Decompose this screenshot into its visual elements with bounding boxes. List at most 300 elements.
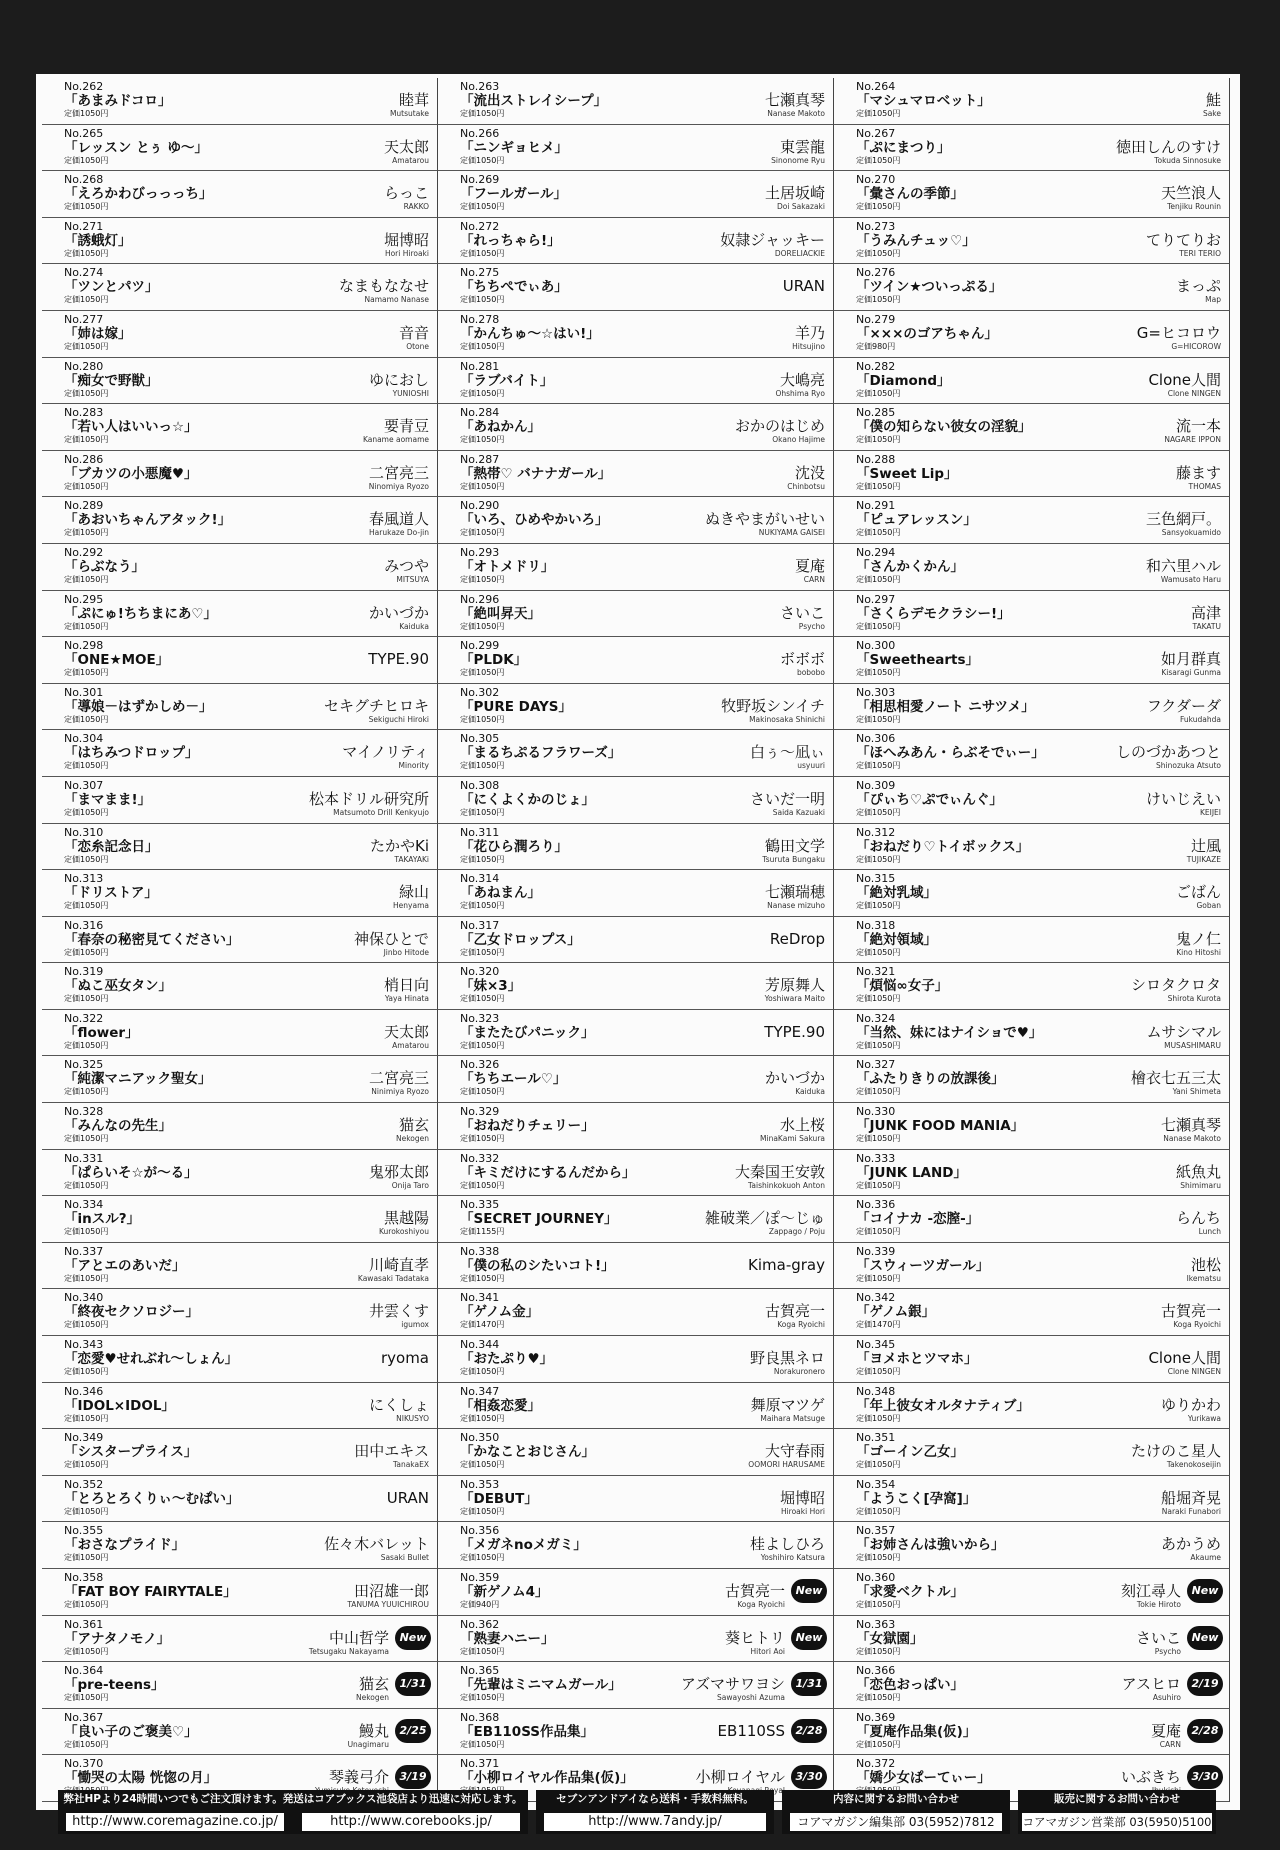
book-number: No.304 (64, 732, 104, 746)
corebooks-link[interactable]: http://www.corebooks.jp/ (302, 1813, 520, 1831)
book-author: 古賀亮一 (764, 1302, 825, 1321)
book-title: 「PURE DAYS」 (460, 698, 573, 715)
book-author-romaji: Clone NINGEN (1167, 388, 1221, 398)
book-price: 定価1050円 (460, 854, 505, 864)
book-author-romaji: Koga Ryoichi (777, 1320, 825, 1330)
book-author: 和六里ハル (1145, 556, 1221, 575)
book-title: 「うみんチュッ♡」 (856, 232, 976, 249)
book-title: 「ふたりきりの放課後」 (856, 1071, 1005, 1088)
book-number: No.360 (856, 1571, 896, 1584)
book-price: 定価1050円 (64, 248, 109, 258)
book-author-romaji: Nanase Makoto (767, 109, 825, 118)
book-number: No.310 (64, 825, 104, 839)
book-number: No.262 (64, 80, 104, 93)
book-price: 定価1050円 (460, 1739, 505, 1749)
book-entry (834, 1709, 1230, 1756)
book-title: 「ようこく[孕窩]」 (856, 1490, 977, 1507)
book-author: 鮭 (1205, 91, 1221, 109)
book-price: 定価1050円 (64, 574, 109, 584)
book-number: No.291 (856, 499, 896, 513)
book-number: No.288 (856, 452, 896, 466)
book-title: 「当然、妹にはナイショで♥」 (856, 1024, 1043, 1041)
book-number: No.340 (64, 1291, 104, 1305)
book-entry (834, 777, 1230, 824)
book-price: 定価1050円 (460, 528, 505, 538)
book-author: 神保ひとで (353, 929, 429, 948)
book-title: 「おさなプライド」 (64, 1537, 186, 1554)
book-entry (438, 1243, 834, 1290)
book-author-romaji: Jinbo Hitode (383, 947, 429, 957)
book-title: 「PLDK」 (460, 652, 528, 669)
book-price: 定価1050円 (64, 994, 109, 1004)
book-entry (42, 870, 438, 917)
book-number: No.355 (64, 1524, 104, 1538)
book-entry (834, 218, 1230, 265)
book-author-romaji: bobobo (796, 668, 825, 678)
release-date-badge: 1/31 (791, 1672, 827, 1696)
book-title: 「あまみドコロ」 (64, 93, 172, 109)
book-entry (42, 218, 438, 265)
book-price: 定価1050円 (856, 854, 901, 864)
book-price: 定価1050円 (856, 1460, 901, 1470)
book-author-romaji: Asuhiro (1152, 1693, 1181, 1703)
book-entry (438, 1056, 834, 1103)
book-author: 夏庵 (1150, 1721, 1181, 1740)
book-number: No.279 (856, 312, 896, 326)
book-author: 大守春雨 (764, 1442, 825, 1461)
book-entry (438, 777, 834, 824)
book-author: 土居坂崎 (764, 184, 825, 203)
book-entry (834, 1103, 1230, 1150)
book-author-romaji: Nanase Makoto (1163, 1134, 1221, 1144)
book-entry (834, 870, 1230, 917)
book-number: No.358 (64, 1571, 104, 1584)
book-price: 定価1050円 (64, 1087, 109, 1097)
book-author: さいだ一明 (749, 789, 825, 808)
book-price: 定価1050円 (64, 1553, 109, 1563)
book-entry (438, 1150, 834, 1197)
book-author-romaji: Yaya Hinata (384, 994, 429, 1004)
book-entry (438, 125, 834, 172)
book-title: 「Sweethearts」 (856, 652, 979, 669)
new-badge: New (395, 1626, 431, 1650)
book-author: TYPE.90 (764, 1022, 825, 1041)
book-author-romaji: TAKATU (1192, 621, 1221, 631)
book-price: 定価1470円 (460, 1320, 505, 1330)
book-author: 紙魚丸 (1175, 1162, 1221, 1181)
book-number: No.348 (856, 1384, 896, 1398)
book-price: 定価1050円 (856, 295, 901, 305)
book-entry (438, 1103, 834, 1150)
book-author: 葵ヒトリ (724, 1628, 785, 1647)
book-entry (42, 1662, 438, 1709)
book-title: 「恋糸記念日」 (64, 838, 159, 855)
book-author-romaji: OOMORI HARUSAME (748, 1460, 825, 1470)
book-number: No.281 (460, 359, 500, 373)
book-author-romaji: Clone NINGEN (1167, 1367, 1221, 1377)
book-price: 定価1050円 (460, 1646, 505, 1656)
book-price: 定価1050円 (856, 1273, 901, 1283)
book-entry (42, 125, 438, 172)
book-title: 「とろとろくりぃ～むぱい」 (64, 1490, 240, 1507)
book-entry (834, 917, 1230, 964)
book-author: ryoma (380, 1349, 429, 1368)
book-author-romaji: Tetsugaku Nakayama (308, 1646, 389, 1656)
book-author-romaji: Saida Kazuaki (772, 807, 825, 817)
book-title: 「ツイン★ついっぷる」 (856, 279, 1003, 296)
book-author-romaji: Map (1205, 295, 1221, 305)
book-entry (438, 1429, 834, 1476)
book-number: No.305 (460, 732, 500, 746)
book-price: 定価1050円 (64, 202, 109, 212)
book-author-romaji: Tokie Hiroto (1136, 1600, 1181, 1609)
book-number: No.326 (460, 1058, 500, 1072)
order-info-box (58, 1790, 528, 1834)
book-author: かいづか (764, 1069, 825, 1088)
book-author-romaji: Fukudahda (1180, 714, 1221, 724)
editorial-contact-box (782, 1790, 1010, 1834)
book-author-romaji: MITSUYA (396, 574, 429, 584)
book-author: 芳原舞人 (764, 976, 825, 995)
book-author: 堀博昭 (383, 230, 429, 249)
book-number: No.338 (460, 1244, 500, 1258)
book-number: No.267 (856, 126, 896, 140)
book-number: No.283 (64, 406, 104, 420)
book-author-romaji: MinaKami Sakura (760, 1134, 825, 1144)
book-author-romaji: Yani Shimeta (1172, 1087, 1221, 1097)
book-author: 白ぅ～凪ぃ (749, 743, 825, 762)
book-author: 古賀亮一 (1160, 1302, 1221, 1321)
catalog-page (36, 74, 1240, 1810)
book-entry (834, 730, 1230, 777)
book-author-romaji: Lunch (1198, 1227, 1221, 1237)
book-entry (42, 684, 438, 731)
book-title: 「ラブバイト」 (460, 372, 554, 389)
book-number: No.308 (460, 778, 500, 792)
book-author: ぬきやまがいせい (704, 510, 825, 529)
book-number: No.313 (64, 872, 104, 886)
book-title: 「JUNK LAND」 (856, 1164, 967, 1181)
book-price: 定価1050円 (856, 1506, 901, 1516)
book-author-romaji: Okano Hajime (772, 435, 825, 445)
book-author: ゆにおし (368, 370, 429, 389)
book-title: 「相思相愛ノート ニサツメ」 (856, 698, 1035, 715)
book-author: 猫玄 (398, 1116, 429, 1135)
book-author-romaji: NUKIYAMA GAISEI (758, 528, 825, 538)
book-entry (834, 264, 1230, 311)
book-author-romaji: Kisaragi Gunma (1161, 668, 1221, 678)
book-number: No.339 (856, 1244, 896, 1258)
book-title: 「彙さんの季節」 (856, 186, 964, 203)
new-badge: New (1187, 1579, 1223, 1603)
book-entry (42, 1056, 438, 1103)
book-author-romaji: Nanase mizuho (767, 901, 825, 911)
book-title: 「若い人はいいっ☆」 (64, 419, 198, 436)
book-author-romaji: Onija Taro (391, 1180, 429, 1190)
book-price: 定価1050円 (64, 668, 109, 678)
book-entry (42, 358, 438, 405)
book-author: 天太郎 (383, 1022, 429, 1041)
book-author-romaji: Ikematsu (1186, 1273, 1221, 1283)
book-author-romaji: CARN (1159, 1739, 1181, 1749)
book-price: 定価1050円 (64, 155, 109, 165)
book-entry (42, 1616, 438, 1663)
book-number: No.369 (856, 1710, 896, 1724)
book-author-romaji: Henyama (393, 901, 429, 911)
book-title: 「純潔マニアック聖女」 (64, 1071, 212, 1088)
book-number: No.274 (64, 266, 104, 280)
book-entry (438, 870, 834, 917)
book-author: 古賀亮一 (724, 1582, 785, 1600)
book-number: No.294 (856, 545, 896, 559)
book-title: 「春奈の秘密見てください」 (64, 931, 240, 948)
book-number: No.331 (64, 1151, 104, 1165)
book-author-romaji: Hori Hiroaki (384, 248, 429, 258)
book-entry (438, 1616, 834, 1663)
book-title: 「小柳ロイヤル作品集(仮)」 (460, 1770, 634, 1787)
book-number: No.361 (64, 1617, 104, 1631)
book-entry (438, 218, 834, 265)
book-number: No.328 (64, 1105, 104, 1119)
release-date-badge: 2/19 (1187, 1672, 1223, 1696)
book-title: 「いろ、ひめやかいろ」 (460, 512, 609, 529)
book-price: 定価1050円 (856, 574, 901, 584)
release-date-badge: 3/19 (395, 1765, 431, 1789)
book-entry (438, 1709, 834, 1756)
sales-contact-box (1018, 1790, 1216, 1834)
book-price: 定価1050円 (460, 807, 505, 817)
book-title: 「れっちゃら!」 (460, 232, 561, 249)
book-number: No.319 (64, 965, 104, 979)
book-title: 「妹×3」 (460, 978, 522, 995)
new-badge: New (791, 1626, 827, 1650)
book-number: No.324 (856, 1011, 896, 1025)
book-author-romaji: Kino Hitoshi (1176, 947, 1221, 957)
book-number: No.271 (64, 219, 104, 233)
book-author-romaji: Shimimaru (1180, 1180, 1221, 1190)
book-title: 「ドリストア」 (64, 885, 158, 902)
book-author-romaji: Ninomiya Ryozo (368, 481, 429, 491)
book-entry (834, 78, 1230, 125)
book-price: 定価1050円 (64, 1600, 109, 1609)
sevenandy-link[interactable]: http://www.7andy.jp/ (544, 1813, 766, 1831)
book-entry (438, 637, 834, 684)
book-author: さいこ (779, 603, 825, 622)
book-entry (834, 824, 1230, 871)
book-author: にくしょ (368, 1395, 429, 1414)
book-number: No.263 (460, 80, 500, 93)
book-entry (42, 1476, 438, 1523)
book-number: No.273 (856, 219, 896, 233)
book-title: 「熱帯♡ バナナガール」 (460, 465, 612, 482)
order-info-label: 弊社HPより24時間いつでもご注文頂けます。発送はコアブックス池袋店より迅速に対応します。 (63, 1793, 523, 1805)
book-price: 定価1050円 (64, 1040, 109, 1050)
book-author-romaji: Hitsujino (792, 341, 825, 351)
book-number: No.346 (64, 1384, 104, 1398)
order-footer (58, 1790, 1244, 1834)
book-entry (438, 1476, 834, 1523)
book-price: 定価1050円 (64, 1460, 109, 1470)
book-author: 猫玄 (358, 1675, 389, 1694)
book-author-romaji: Maihara Matsuge (760, 1413, 825, 1423)
book-title: 「ゲノム銀」 (856, 1304, 936, 1321)
book-author-romaji: RAKKO (403, 202, 429, 212)
book-number: No.372 (856, 1757, 896, 1771)
book-entry (834, 1383, 1230, 1430)
book-author: 天竺浪人 (1160, 184, 1221, 203)
book-entry (834, 125, 1230, 172)
book-number: No.364 (64, 1664, 104, 1678)
book-author-romaji: Royal (764, 1786, 785, 1796)
book-author-romaji: NAGARE IPPON (1164, 435, 1221, 445)
book-author-romaji: Amatarou (392, 1040, 429, 1050)
book-entry (438, 1522, 834, 1569)
book-author-romaji: Chinbotsu (787, 481, 825, 491)
book-price: 定価1050円 (856, 807, 901, 817)
book-author: 春風道人 (368, 510, 429, 529)
book-title: 「マシュマロベット」 (856, 93, 991, 109)
book-author-romaji: KEIJEI (1199, 807, 1221, 817)
book-author-romaji: Nekogen (355, 1693, 389, 1703)
book-entry (438, 171, 834, 218)
book-author: 天太郎 (383, 137, 429, 156)
book-number: No.277 (64, 312, 104, 326)
book-title: 「花ひら潤ろり」 (460, 838, 568, 855)
book-author-romaji: Kaname aomame (362, 435, 429, 445)
book-title: 「ゴーイン乙女」 (856, 1444, 964, 1461)
book-price: 定価1050円 (856, 109, 901, 118)
book-title: 「まるちぷるフラワーズ」 (460, 745, 622, 762)
book-entry (834, 451, 1230, 498)
book-number: No.334 (64, 1198, 104, 1212)
book-price: 定価1050円 (64, 388, 109, 398)
book-author-romaji: TAKAYAKi (394, 854, 429, 864)
book-title: 「かなことおじさん」 (460, 1444, 595, 1461)
book-title: 「慟哭の太陽 恍惚の月」 (64, 1770, 218, 1787)
book-title: 「×××のゴアちゃん」 (856, 325, 998, 342)
book-entry (42, 1010, 438, 1057)
book-price: 定価1050円 (460, 1693, 505, 1703)
book-author-romaji: Sasaki Bullet (380, 1553, 429, 1563)
book-price: 定価1050円 (64, 1320, 109, 1330)
book-author: 梢日向 (383, 976, 429, 995)
book-title: 「夏庵作品集(仮)」 (856, 1723, 977, 1740)
book-title: 「ぬこ巫女タン」 (64, 978, 172, 995)
book-author-romaji: Tokuda Sinnosuke (1154, 155, 1221, 165)
book-entry (834, 1616, 1230, 1663)
book-title: 「アナタノモノ」 (64, 1630, 171, 1647)
book-author-romaji: TUJIKAZE (1186, 854, 1221, 864)
book-number: No.351 (856, 1431, 896, 1445)
book-price: 定価1050円 (856, 947, 901, 957)
book-author-romaji: G=HICOROW (1171, 341, 1221, 351)
book-author-romaji: TANUMA YUUICHIROU (347, 1600, 429, 1609)
book-price: 定価1050円 (460, 248, 505, 258)
book-entry (438, 824, 834, 871)
book-entry (834, 1196, 1230, 1243)
book-number: No.285 (856, 406, 896, 420)
book-author: マイノリティ (342, 743, 429, 762)
book-entry (834, 358, 1230, 405)
book-author: 大嶋亮 (779, 370, 825, 389)
book-author-romaji: DORELIACKIE (774, 248, 825, 258)
release-date-badge: 3/30 (1187, 1765, 1223, 1789)
book-title: 「まマまま!」 (64, 791, 152, 808)
coremagazine-link[interactable]: http://www.coremagazine.co.jp/ (66, 1813, 284, 1831)
book-author: 田沼雄一郎 (353, 1582, 429, 1600)
book-entry (834, 591, 1230, 638)
book-entry (42, 1383, 438, 1430)
book-number: No.299 (460, 639, 500, 653)
book-author: フクダーダ (1146, 696, 1221, 715)
book-number: No.265 (64, 126, 104, 140)
book-price: 定価1050円 (460, 295, 505, 305)
book-author: 雑破業／ぽ～じゅ (704, 1209, 825, 1228)
book-title: 「ぴぃち♡ぷでぃんぐ」 (856, 791, 1003, 808)
book-author: 鰻丸 (358, 1721, 389, 1740)
book-number: No.349 (64, 1431, 104, 1445)
book-price: 定価1050円 (460, 947, 505, 957)
book-author-romaji: Mutsutake (389, 109, 429, 118)
book-number: No.371 (460, 1757, 500, 1771)
book-number: No.362 (460, 1617, 500, 1631)
book-author: 川崎直孝 (368, 1255, 429, 1274)
book-author: 水上桜 (779, 1116, 825, 1135)
book-title: 「ニンギョヒメ」 (460, 139, 568, 156)
book-author-romaji: Kaiduka (399, 621, 429, 631)
new-badge: New (1187, 1626, 1223, 1650)
book-author: おかのはじめ (734, 417, 825, 436)
book-entry (42, 1289, 438, 1336)
book-entry (438, 1196, 834, 1243)
book-author-romaji: Minority (398, 761, 429, 771)
book-entry (42, 591, 438, 638)
book-price: 定価1050円 (64, 854, 109, 864)
book-title: 「絶対領域」 (856, 931, 937, 948)
book-entry (834, 1429, 1230, 1476)
book-author-romaji: Zappago / Poju (768, 1227, 825, 1237)
book-author-romaji: Kaiduka (795, 1087, 825, 1097)
book-number: No.321 (856, 965, 896, 979)
book-price: 定価1050円 (64, 901, 109, 911)
book-number: No.300 (856, 639, 896, 653)
book-author: セキグチヒロキ (323, 696, 429, 715)
book-price: 定価1050円 (856, 1227, 901, 1237)
book-author: 鶴田文学 (764, 836, 825, 855)
book-price: 定価1050円 (460, 1087, 505, 1097)
book-title: 「EB110SS作品集」 (460, 1723, 595, 1740)
book-entry (42, 544, 438, 591)
book-title: 「メガネnoメガミ」 (460, 1537, 587, 1554)
book-number: No.350 (460, 1431, 500, 1445)
release-date-badge: 2/28 (791, 1719, 827, 1743)
book-author: 辻風 (1190, 836, 1221, 855)
book-entry (42, 1243, 438, 1290)
book-title: 「おたぷり♥」 (460, 1351, 554, 1368)
book-title: 「JUNK FOOD MANIA」 (856, 1118, 1025, 1135)
book-number: No.320 (460, 965, 500, 979)
book-number: No.312 (856, 825, 896, 839)
book-entry (834, 171, 1230, 218)
book-author: 緑山 (398, 883, 429, 902)
book-author: アスヒロ (1121, 1675, 1181, 1694)
book-author-romaji: Koga Ryoichi (1173, 1320, 1221, 1330)
book-author-romaji: Otone (406, 341, 429, 351)
book-number: No.317 (460, 918, 500, 932)
book-entry (834, 497, 1230, 544)
book-author-romaji: Naraki Funabori (1161, 1506, 1221, 1516)
book-title: 「ヨメホとツマホ」 (856, 1351, 978, 1368)
